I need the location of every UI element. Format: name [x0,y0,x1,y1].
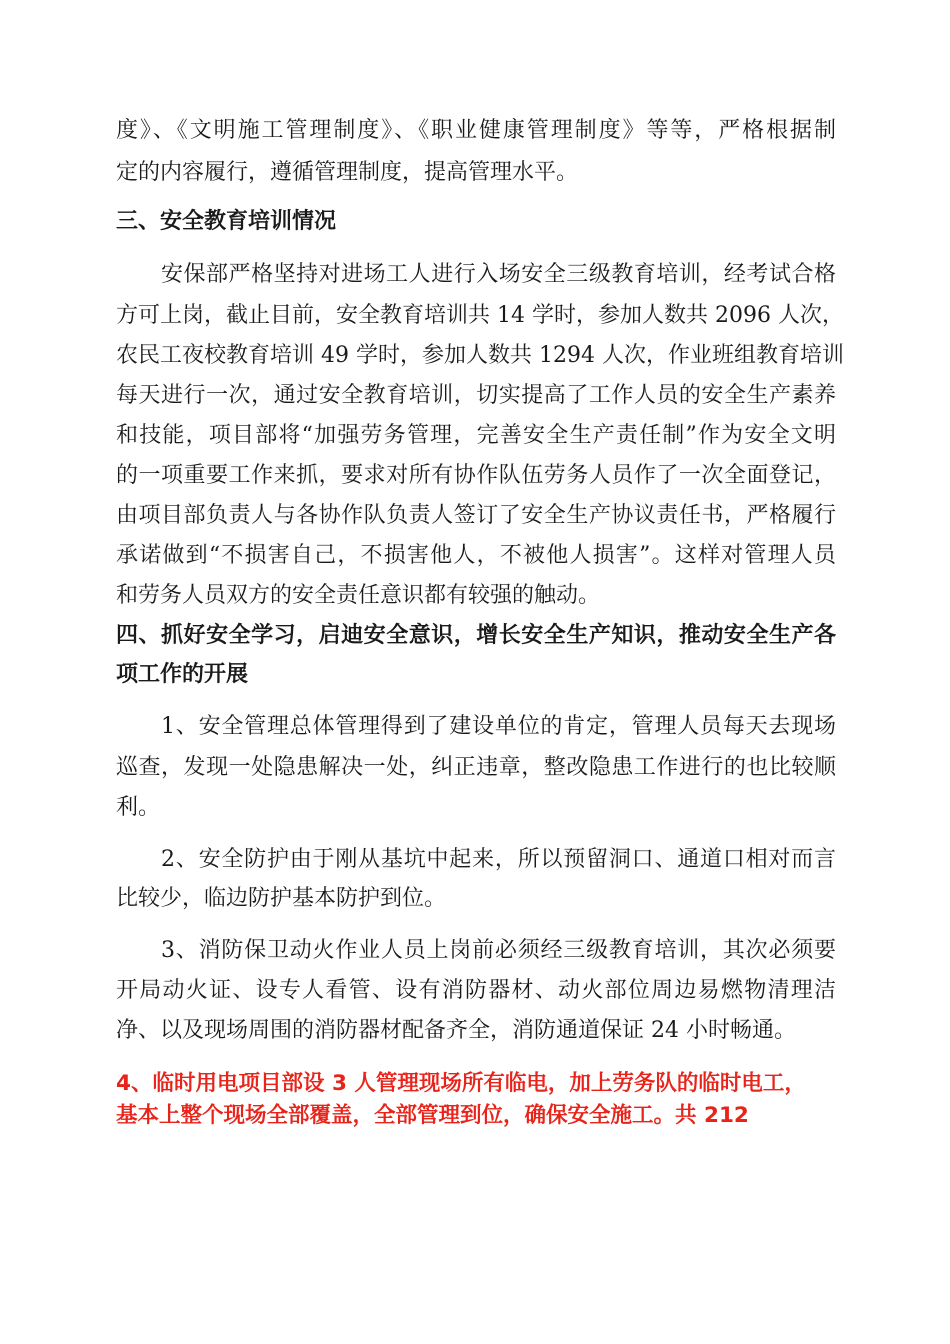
text-line: 巡查，发现一处隐患解决一处，纠正违章，整改隐患工作进行的也比较顺 [116,755,836,780]
text-line: 度》、《文明施工管理制度》、《职业健康管理制度》等等，严格根据制 [116,118,836,143]
text-line: 和技能，项目部将“加强劳务管理，完善安全生产责任制”作为安全文明 [116,423,836,448]
text-line: 安保部严格坚持对进场工人进行入场安全三级教育培训，经考试合格 [161,262,836,287]
text-line: 农民工夜校教育培训 49 学时，参加人数共 1294 人次，作业班组教育培训 [116,343,844,368]
text-line: 定的内容履行，遵循管理制度，提高管理水平。 [116,160,579,185]
text-line: 净、以及现场周围的消防器材配备齐全，消防通道保证 24 小时畅通。 [116,1018,796,1043]
text-line: 1、安全管理总体管理得到了建设单位的肯定，管理人员每天去现场 [161,714,836,739]
text-line: 的一项重要工作来抓，要求对所有协作队伍劳务人员作了一次全面登记， [116,463,836,488]
highlighted-text-line: 基本上整个现场全部覆盖，全部管理到位，确保安全施工。共 212 [116,1103,749,1128]
text-line: 开局动火证、设专人看管、设有消防器材、动火部位周边易燃物清理洁 [116,978,836,1003]
text-line: 和劳务人员双方的安全责任意识都有较强的触动。 [116,583,601,608]
text-line: 由项目部负责人与各协作队负责人签订了安全生产协议责任书，严格履行 [116,503,836,528]
text-line: 每天进行一次，通过安全教育培训，切实提高了工作人员的安全生产素养 [116,383,836,408]
text-line: 2、安全防护由于刚从基坑中起来，所以预留洞口、通道口相对而言 [161,847,836,872]
text-line: 比较少，临边防护基本防护到位。 [116,886,447,911]
section-heading-3: 三、安全教育培训情况 [116,209,337,234]
section-heading-4: 四、抓好安全学习，启迪安全意识，增长安全生产知识，推动安全生产各 [116,623,836,648]
text-line: 方可上岗，截止目前，安全教育培训共 14 学时，参加人数共 2096 人次， [116,303,844,328]
highlighted-text-line: 4、临时用电项目部设 3 人管理现场所有临电，加上劳务队的临时电工， [116,1071,806,1096]
text-line: 利。 [116,795,161,820]
text-line: 3、消防保卫动火作业人员上岗前必须经三级教育培训，其次必须要 [161,938,836,963]
section-heading-4-cont: 项工作的开展 [116,662,249,687]
text-line: 承诺做到“不损害自己，不损害他人，不被他人损害”。这样对管理人员 [116,543,836,568]
